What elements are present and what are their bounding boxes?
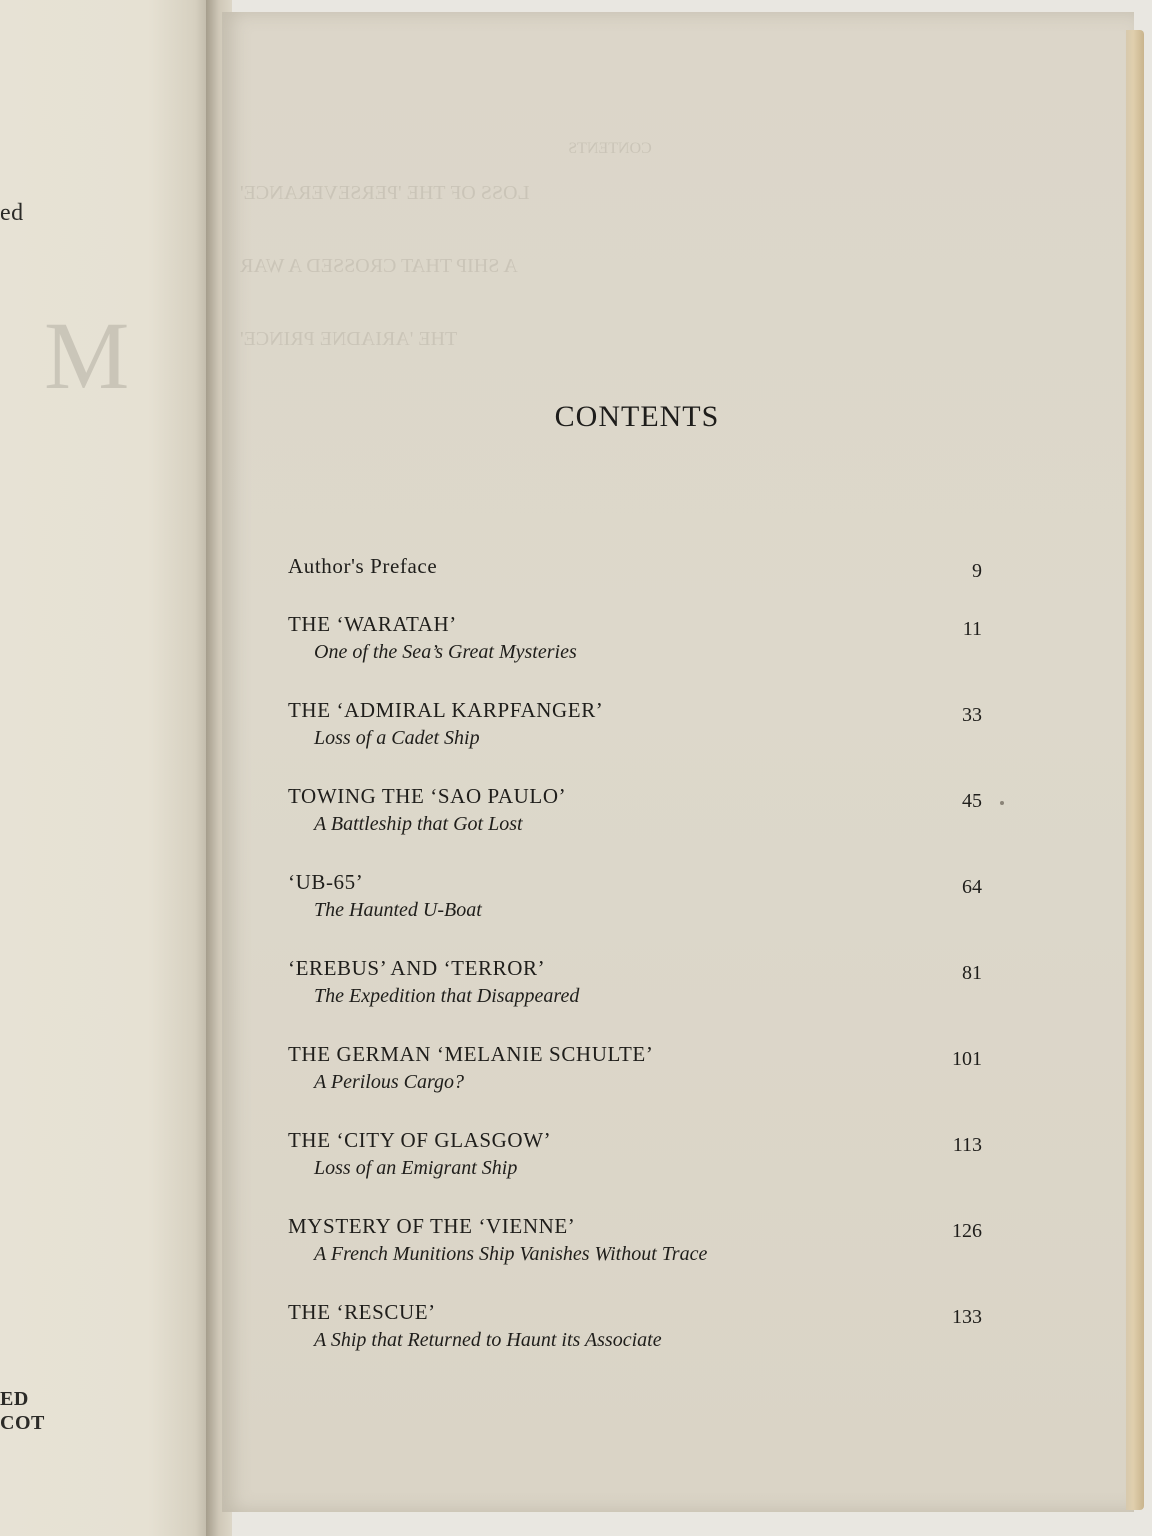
- toc-entry-page: 64: [962, 876, 982, 898]
- toc-entry-subtitle: Loss of a Cadet Ship: [314, 727, 480, 749]
- toc-entry: [288, 1300, 988, 1386]
- bleed-line: A SHIP THAT CROSSED A WAR: [240, 255, 518, 277]
- toc-entry: [288, 1042, 988, 1128]
- toc-entry-subtitle: One of the Sea’s Great Mysteries: [314, 641, 577, 663]
- bleed-line: THE 'ARIADNE PRINCE': [240, 328, 458, 350]
- toc-entry-title: TOWING THE ‘SAO PAULO’: [288, 784, 567, 808]
- left-page-fragment: COT: [0, 1412, 45, 1434]
- toc-entry-page: 133: [952, 1306, 982, 1328]
- toc-entry-title: Author's Preface: [288, 554, 438, 578]
- toc-entry-title: ‘UB-65’: [288, 870, 364, 894]
- toc-entry-subtitle: A Perilous Cargo?: [314, 1071, 465, 1093]
- toc-entry-title: THE ‘CITY OF GLASGOW’: [288, 1128, 552, 1152]
- toc-entry: [288, 1128, 988, 1214]
- toc-entry-page: 9: [972, 560, 982, 582]
- toc-entry-subtitle: A Ship that Returned to Haunt its Associate: [314, 1329, 662, 1351]
- toc-entry-subtitle: A French Munitions Ship Vanishes Without Trace: [314, 1243, 708, 1265]
- toc-entry: [288, 554, 988, 612]
- toc-entry: [288, 1214, 988, 1300]
- toc-entry-page: 101: [952, 1048, 982, 1070]
- bleed-line: CONTENTS: [568, 140, 652, 157]
- bleed-line: LOSS OF THE 'PERSEVERANCE': [240, 182, 530, 204]
- left-page-fragment: ED: [0, 1388, 29, 1410]
- toc-entry-page: 113: [952, 1134, 982, 1156]
- toc-entry-page: 33: [962, 704, 982, 726]
- toc-entry-page: 81: [962, 962, 982, 984]
- left-page-fragment: ed: [0, 200, 24, 226]
- toc-entry-title: MYSTERY OF THE ‘VIENNE’: [288, 1214, 576, 1238]
- toc-entry-page: 45: [962, 790, 982, 812]
- toc-entry: [288, 784, 988, 870]
- page-title: CONTENTS: [554, 400, 720, 433]
- bleed-through-text: [240, 140, 980, 357]
- toc-entry-title: THE ‘ADMIRAL KARPFANGER’: [288, 698, 604, 722]
- toc-entry: [288, 870, 988, 956]
- toc-entry-title: THE ‘WARATAH’: [288, 612, 457, 636]
- toc-entry-title: ‘EREBUS’ AND ‘TERROR’: [288, 956, 546, 980]
- toc-entry-page: 126: [952, 1220, 982, 1242]
- left-page-ghost-text: M: [44, 302, 136, 409]
- toc-entry-title: THE GERMAN ‘MELANIE SCHULTE’: [288, 1042, 654, 1066]
- toc-entry: [288, 698, 988, 784]
- toc-entry: [288, 956, 988, 1042]
- toc-entry-subtitle: The Expedition that Disappeared: [314, 985, 580, 1007]
- page-edge: [1126, 30, 1144, 1510]
- page-speck: [1000, 801, 1004, 805]
- toc-entry-subtitle: The Haunted U-Boat: [314, 899, 482, 921]
- toc-entry-subtitle: A Battleship that Got Lost: [314, 813, 523, 835]
- toc-entry: [288, 612, 988, 698]
- table-of-contents: [288, 554, 988, 1386]
- toc-entry-subtitle: Loss of an Emigrant Ship: [314, 1157, 518, 1179]
- toc-entry-title: THE ‘RESCUE’: [288, 1300, 436, 1324]
- left-page: [0, 0, 212, 1536]
- toc-entry-page: 11: [962, 618, 982, 640]
